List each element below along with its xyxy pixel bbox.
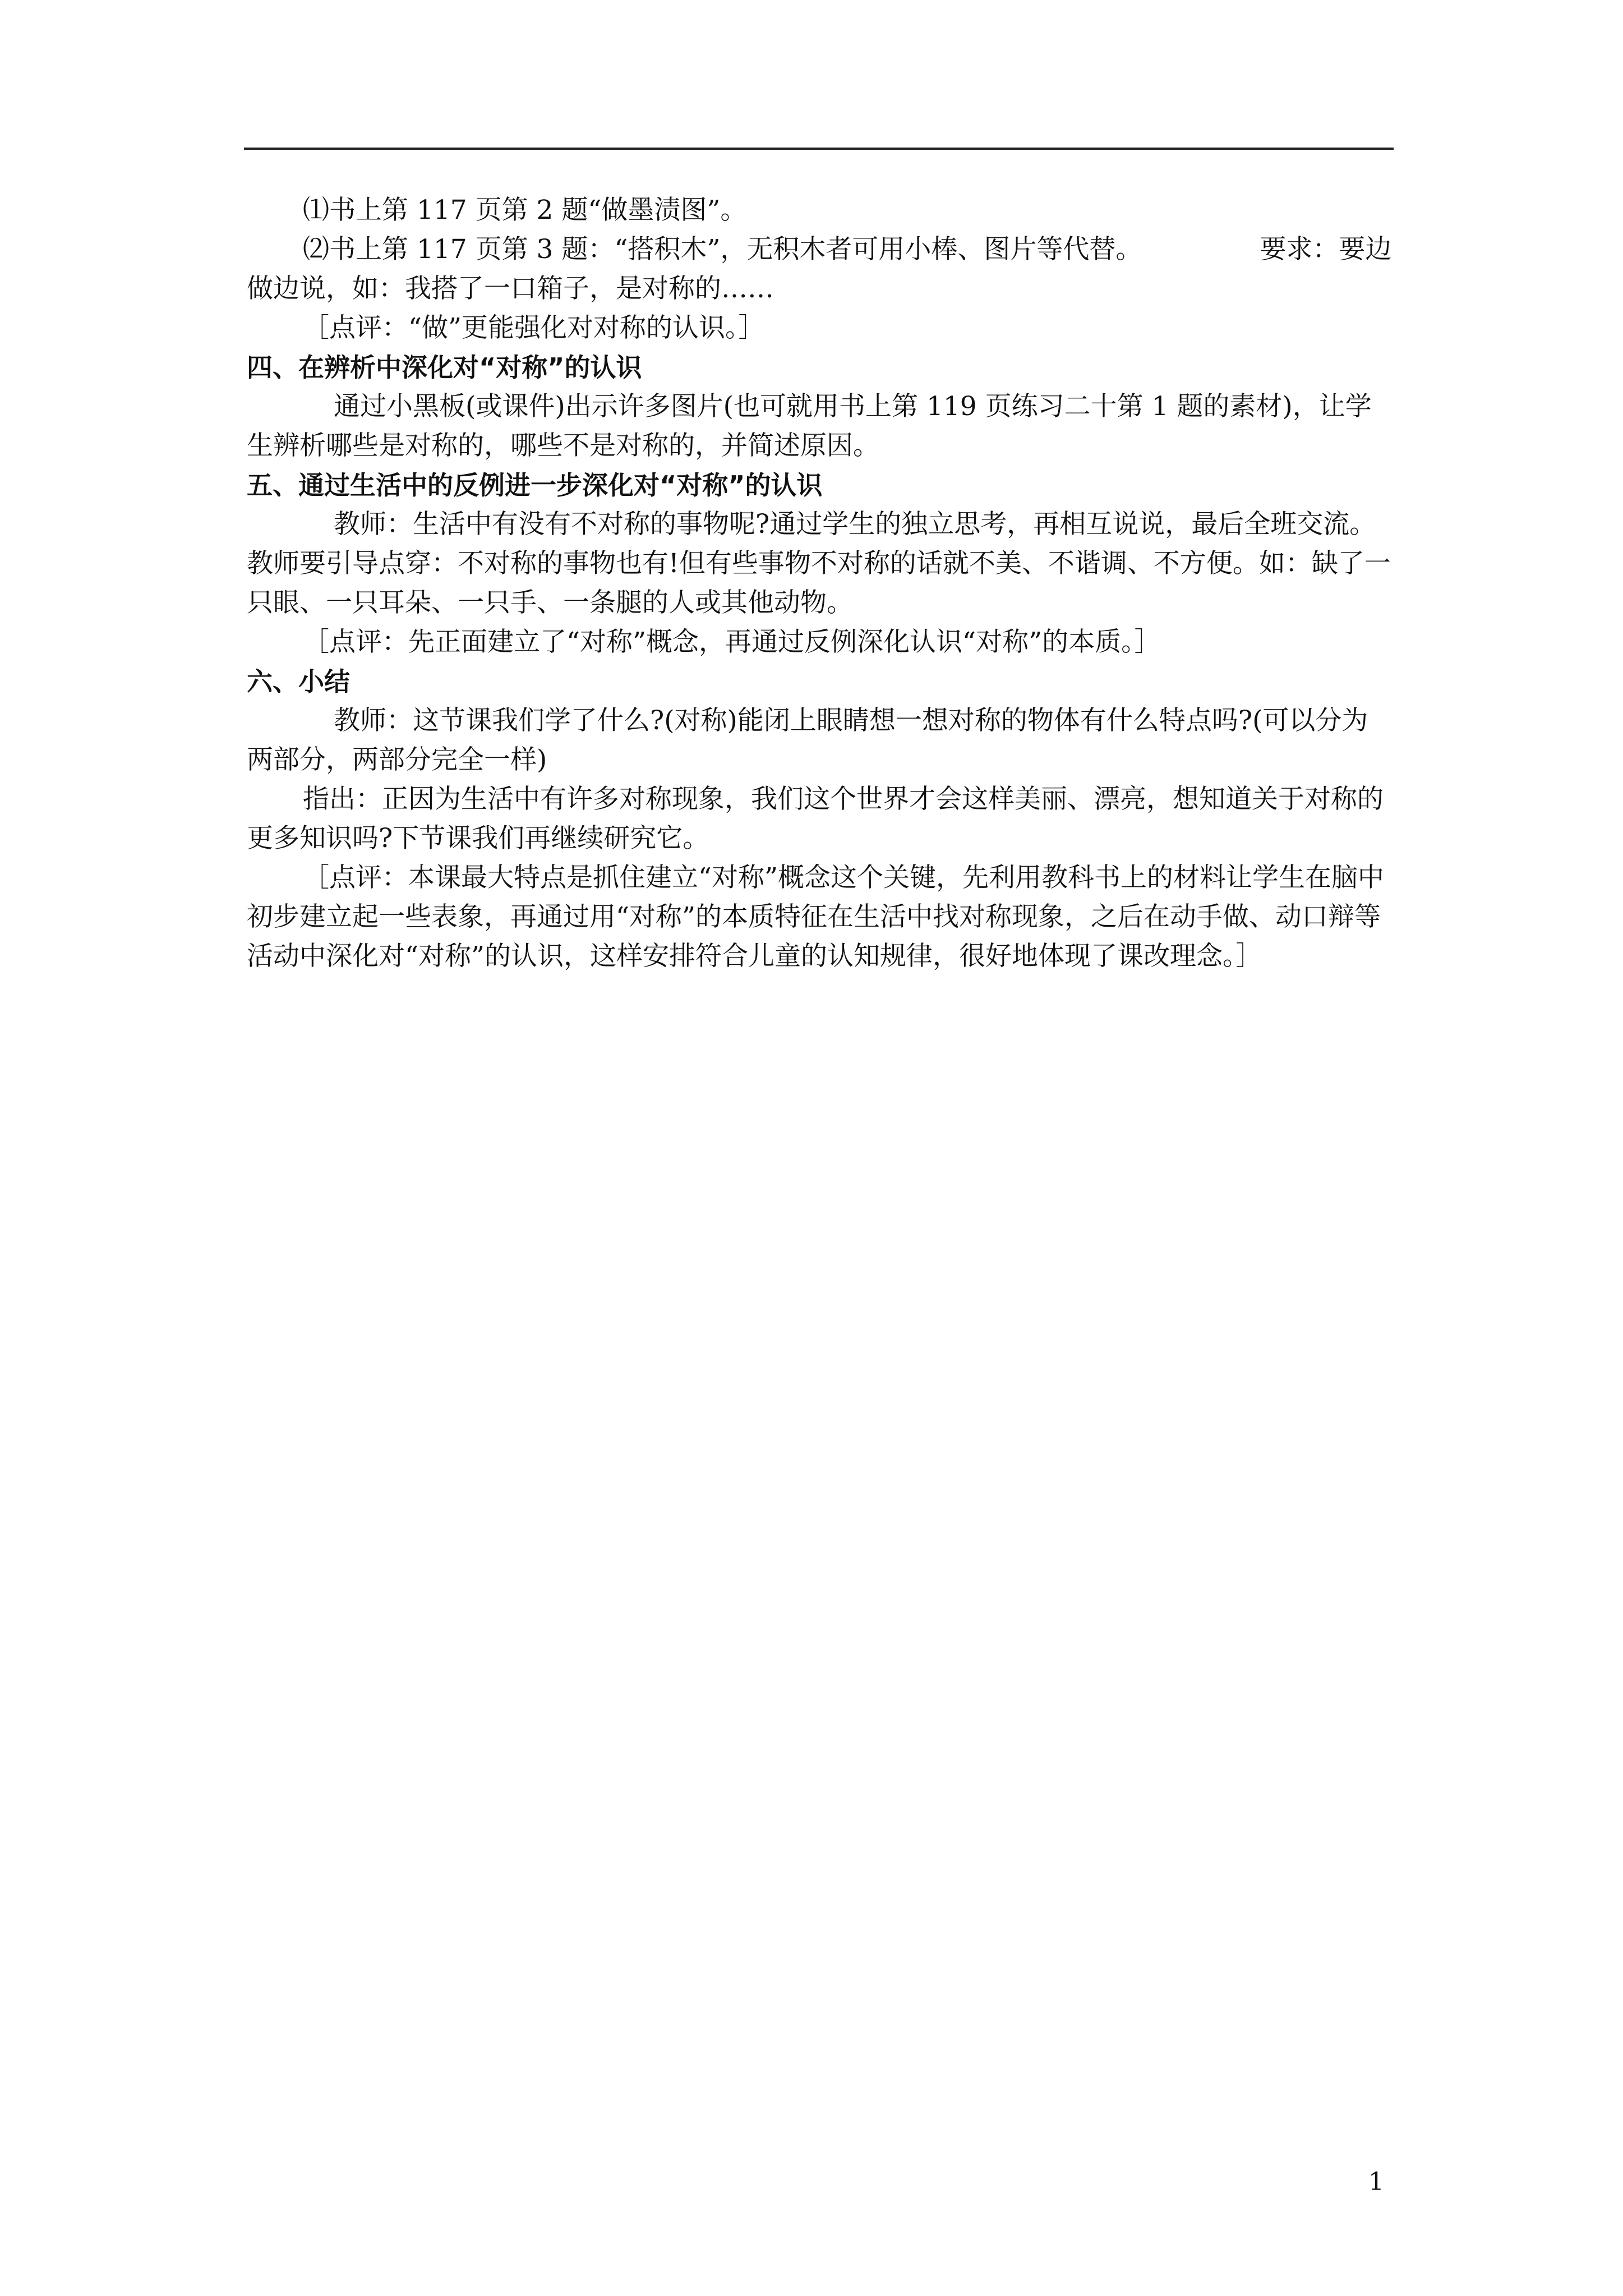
summary-paragraph-1: 教师：这节课我们学了什么?(对称)能闭上眼睛想一想对称的物体有什么特点吗?(可以分为两部分，两部分完全一样): [247, 705, 1368, 775]
comment-3: ［点评：本课最大特点是抓住建立“对称”概念这个关键，先利用教科书上的材料让学生在脑中初步建立起一些表象，再通过用“对称”的本质特征在生活中找对称现象，之后在动手做、动口辩等活动中深化对“对称”的认识，这样安排符合儿童的认知规律，很好地体现了课改理念。］: [247, 862, 1385, 972]
section-heading-6: 六、小结: [247, 666, 350, 697]
section-5-paragraph: 教师：生活中有没有不对称的事物呢?通过学生的独立思考，再相互说说，最后全班交流。教师要引导点穿：不对称的事物也有!但有些事物不对称的话就不美、不谐调、不方便。如：缺了一只眼、一只耳朵、一只手、一条腿的人或其他动物。: [247, 509, 1391, 618]
exercise-2-text: ⑵书上第 117 页第 3 题：“搭积木”，无积木者可用小棒、图片等代替。: [303, 234, 1142, 265]
page-number: 1: [1368, 2168, 1384, 2196]
exercise-2-requirement: 要求：要边做边说，如：我搭了一口箱子，是对称的……: [247, 234, 1392, 304]
exercise-1-line: ⑴书上第 117 页第 2 题“做墨渍图”。: [303, 195, 747, 226]
section-4-paragraph: 通过小黑板(或课件)出示许多图片(也可就用书上第 119 页练习二十第 1 题的素材)，让学生辨析哪些是对称的，哪些不是对称的，并简述原因。: [247, 391, 1372, 461]
document-body: [247, 191, 1394, 976]
comment-2: ［点评：先正面建立了“对称”概念，再通过反例深化认识“对称”的本质。］: [303, 627, 1161, 657]
section-heading-4: 四、在辨析中深化对“对称”的认识: [247, 352, 642, 383]
comment-1: ［点评：“做”更能强化对对称的认识。］: [303, 312, 765, 343]
exercise-2-line: [247, 230, 1394, 309]
header-rule: [244, 148, 1394, 150]
section-heading-5: 五、通过生活中的反例进一步深化对“对称”的认识: [247, 470, 823, 500]
summary-paragraph-2: 指出：正因为生活中有许多对称现象，我们这个世界才会这样美丽、漂亮，想知道关于对称的更多知识吗?下节课我们再继续研究它。: [247, 784, 1384, 854]
